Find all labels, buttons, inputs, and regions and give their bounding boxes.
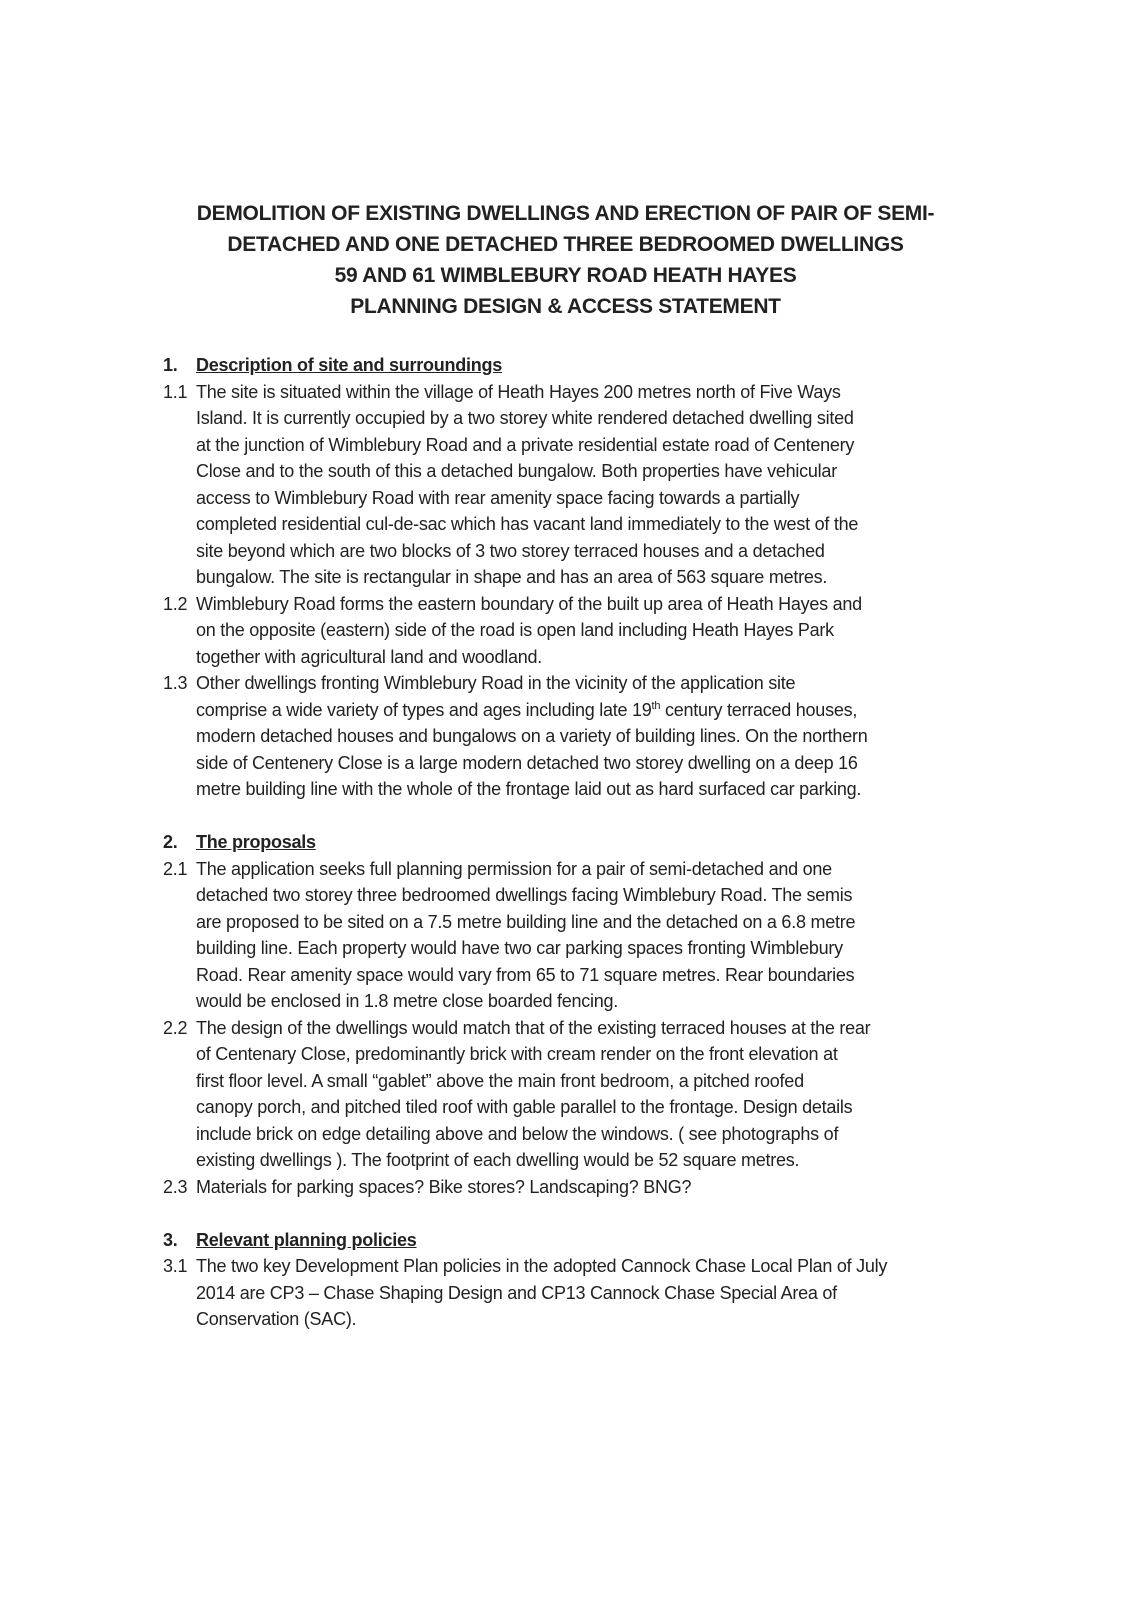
text-line: Island. It is currently occupied by a two storey white rendered detached dwelling sited [196,408,854,428]
section-title: Relevant planning policies [196,1229,417,1250]
text-line: The site is situated within the village of Heath Hayes 200 metres north of Five Ways [196,381,841,402]
text-line: Conservation (SAC). [196,1309,357,1329]
text-line: Close and to the south of this a detached bungalow. Both properties have vehicular [196,461,837,481]
paragraph [163,591,993,671]
text-line: The two key Development Plan policies in the adopted Cannock Chase Local Plan of July [196,1256,888,1276]
spacer [163,803,993,830]
text-line [196,700,857,720]
text-line: together with agricultural land and woodland. [196,646,542,667]
text: century terraced houses, [660,699,858,720]
text-line: of Centenary Close, predominantly brick with cream render on the front elevation at [196,1044,838,1064]
paragraph-number: 2.1 [163,858,188,879]
text-line: modern detached houses and bungalows on a variety of building lines. On the northern [196,726,868,746]
superscript: th [651,699,661,712]
section-number: 3. [163,1229,178,1250]
title-line: DETACHED AND ONE DETACHED THREE BEDROOMED DWELLINGS [227,233,904,256]
paragraph-number: 1.1 [163,381,188,402]
text-line: The design of the dwellings would match that of the existing terraced houses at the rear [196,1017,871,1038]
paragraph [163,379,993,591]
text-line: completed residential cul-de-sac which has vacant land immediately to the west of the [196,514,859,534]
document-title [0,198,1131,322]
section-heading [163,1227,993,1254]
spacer [163,1200,993,1227]
text-line: at the junction of Wimblebury Road and a private residential estate road of Centenery [196,434,855,455]
text-line: are proposed to be sited on a 7.5 metre building line and the detached on a 6.8 metre [196,911,856,932]
paragraph-number: 1.3 [163,673,188,693]
section-number: 1. [163,355,178,375]
paragraph-number: 2.2 [163,1017,188,1038]
text-line: Wimblebury Road forms the eastern boundary of the built up area of Heath Hayes and [196,593,862,614]
text-line: detached two storey three bedroomed dwellings facing Wimblebury Road. The semis [196,885,853,905]
text-line: on the opposite (eastern) side of the road is open land including Heath Hayes Park [196,620,834,640]
paragraph [163,856,993,1015]
section-heading [163,352,993,379]
paragraph [163,1253,993,1333]
text-line: 2014 are CP3 – Chase Shaping Design and CP13 Cannock Chase Special Area of [196,1282,837,1303]
text-line: existing dwellings ). The footprint of each dwelling would be 52 square metres. [196,1150,800,1170]
document-body [163,352,993,1333]
text-line: building line. Each property would have two car parking spaces fronting Wimblebury [196,938,843,958]
title-line: PLANNING DESIGN & ACCESS STATEMENT [350,295,781,318]
text-line: canopy porch, and pitched tiled roof with gable parallel to the frontage. Design details [196,1097,853,1117]
text-line: first floor level. A small “gablet” above the main front bedroom, a pitched roofed [196,1070,804,1091]
paragraph [163,1015,993,1174]
text-line: site beyond which are two blocks of 3 two storey terraced houses and a detached [196,540,825,561]
text-line: The application seeks full planning permission for a pair of semi-detached and one [196,858,832,879]
text-line: metre building line with the whole of the frontage laid out as hard surfaced car parking. [196,779,862,799]
text-line: Road. Rear amenity space would vary from 65 to 71 square metres. Rear boundaries [196,964,855,985]
section-number: 2. [163,832,178,852]
text-line: side of Centenery Close is a large modern detached two storey dwelling on a deep 16 [196,752,858,773]
paragraph-number: 1.2 [163,593,188,614]
text-line: Materials for parking spaces? Bike stores? Landscaping? BNG? [196,1176,692,1197]
section-title: The proposals [196,832,316,852]
text-line: bungalow. The site is rectangular in shape and has an area of 563 square metres. [196,567,828,587]
text: comprise a wide variety of types and ages including late 19 [196,699,652,720]
section-title: Description of site and surroundings [196,355,503,375]
text-line: would be enclosed in 1.8 metre close boarded fencing. [196,991,619,1011]
text-line: access to Wimblebury Road with rear amenity space facing towards a partially [196,487,800,508]
paragraph [163,670,993,803]
paragraph-number: 3.1 [163,1256,188,1276]
title-line: DEMOLITION OF EXISTING DWELLINGS AND ERECTION OF PAIR OF SEMI- [196,202,935,225]
text-line: Other dwellings fronting Wimblebury Road in the vicinity of the application site [196,673,796,693]
paragraph-number: 2.3 [163,1176,188,1197]
section-heading [163,829,993,856]
text-line: include brick on edge detailing above and below the windows. ( see photographs of [196,1123,839,1144]
paragraph [163,1174,993,1201]
title-line: 59 AND 61 WIMBLEBURY ROAD HEATH HAYES [334,264,797,287]
